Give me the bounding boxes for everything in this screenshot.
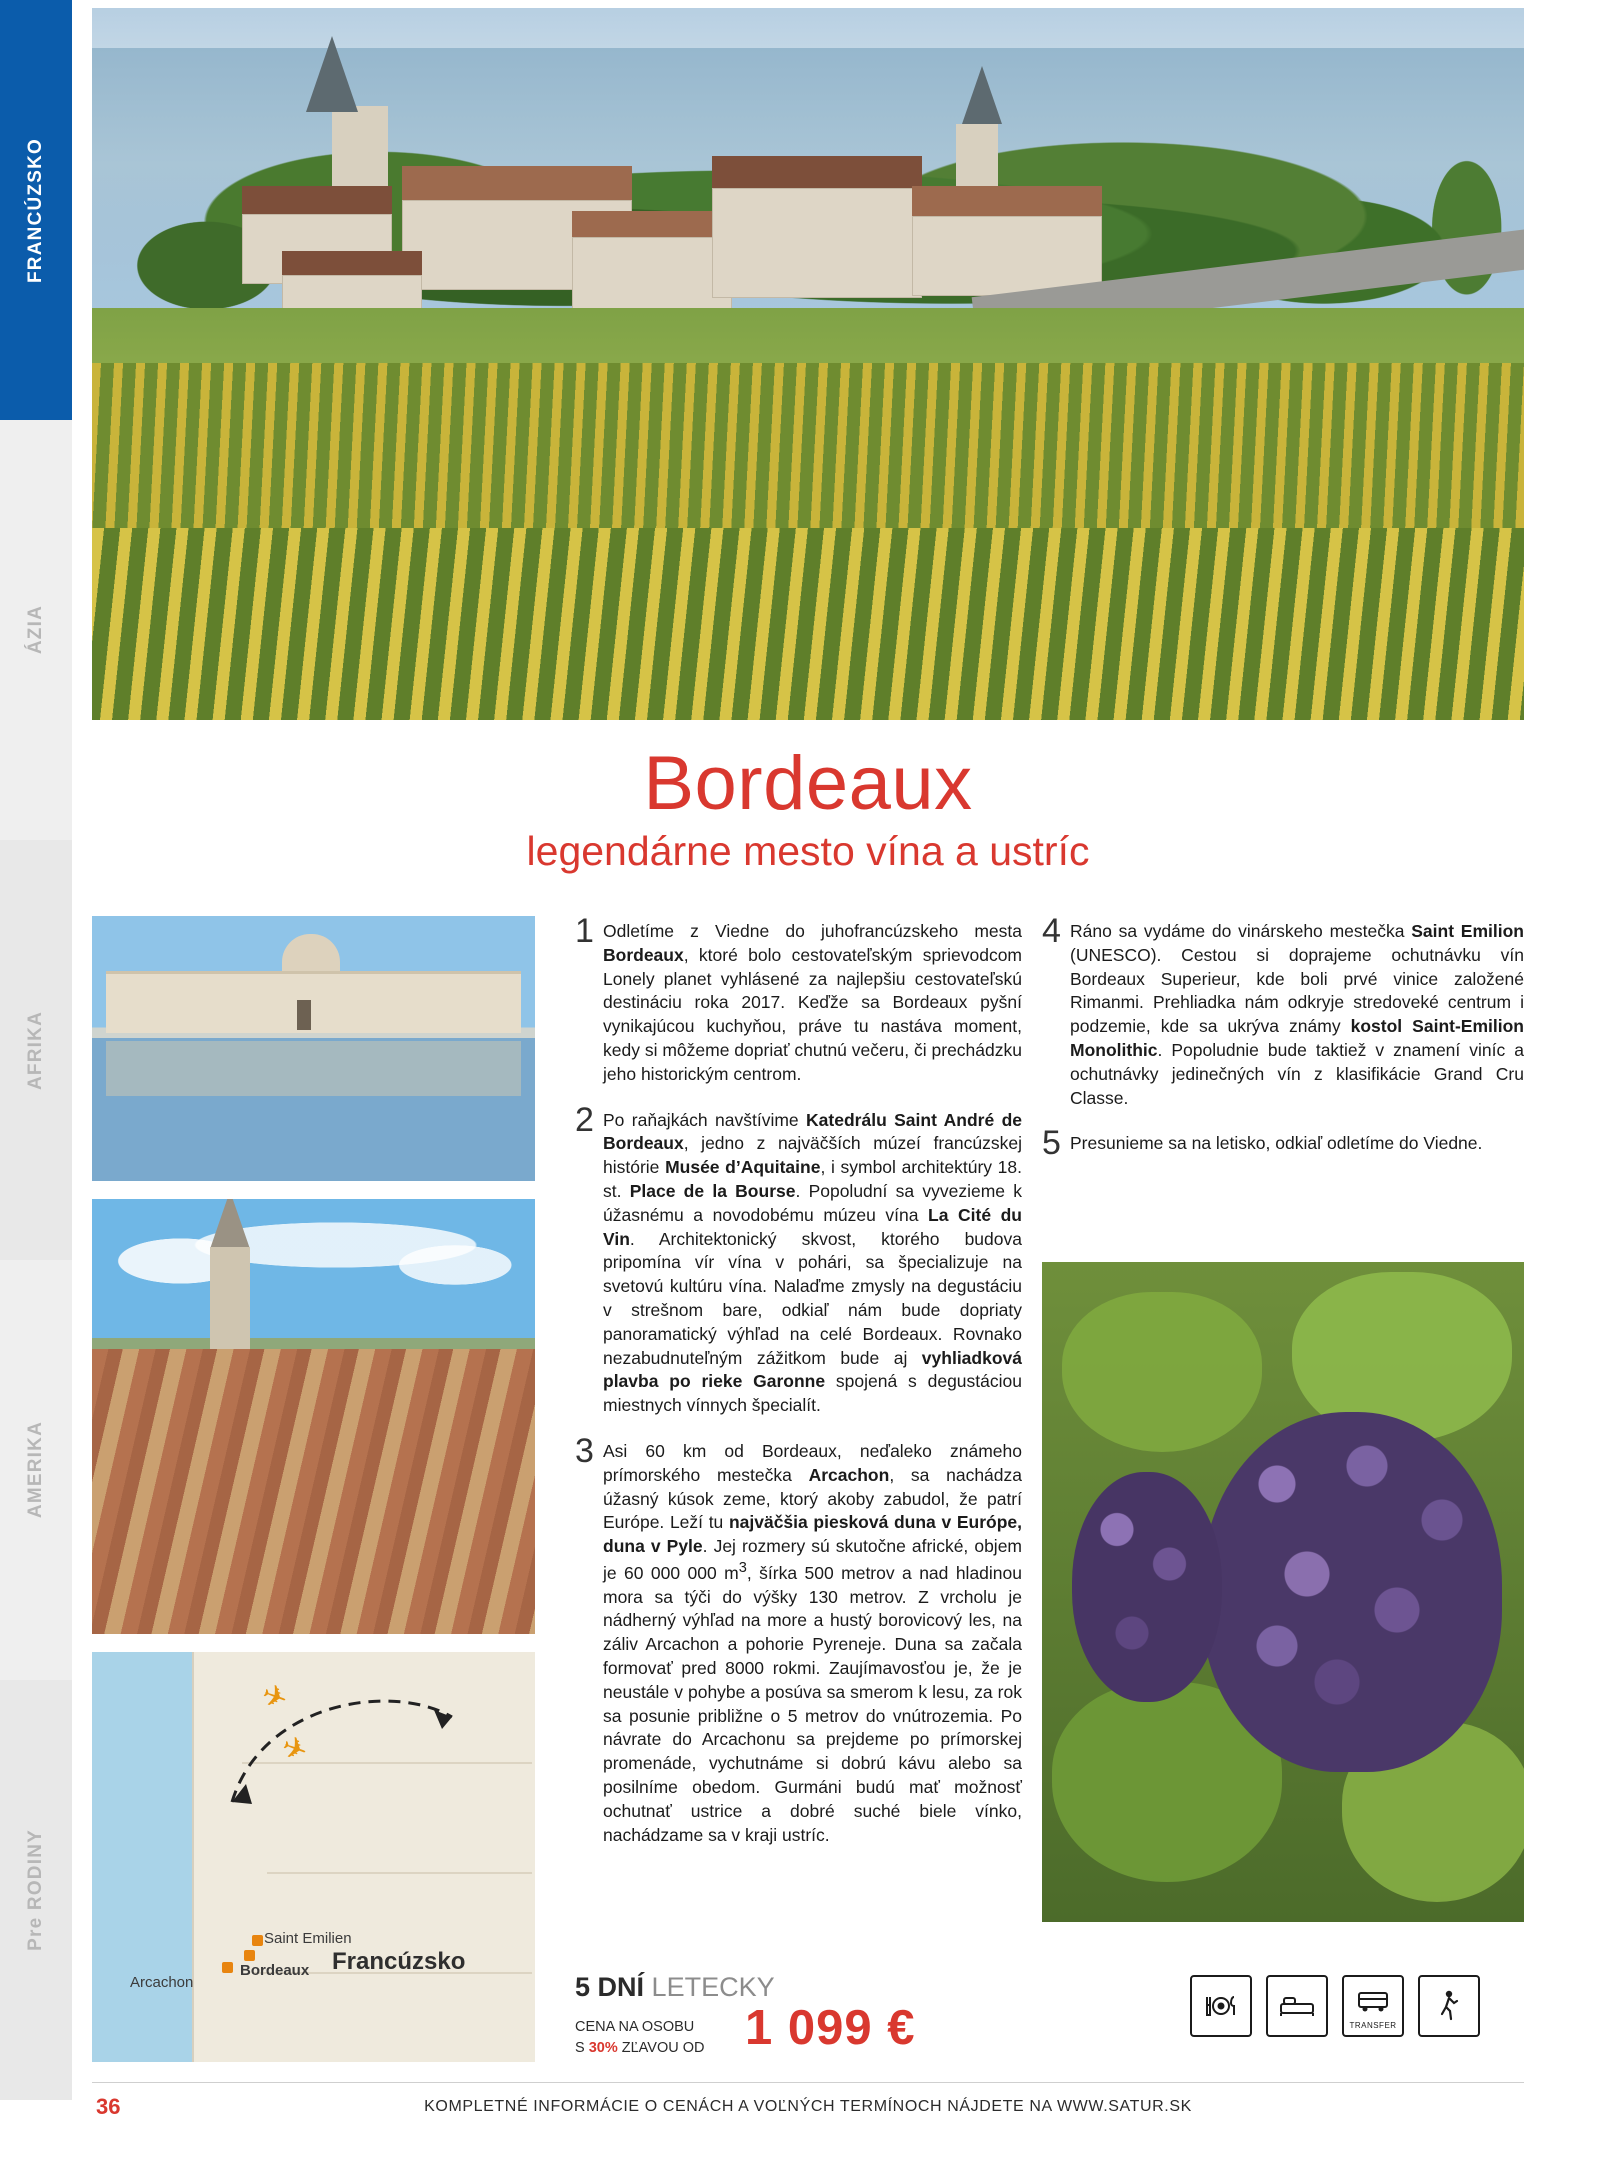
bus-icon-svg — [1356, 1991, 1390, 2013]
map-label-saint-emilien: Saint Emilien — [264, 1930, 352, 1947]
sidebar — [0, 0, 72, 2100]
day-number: 2 — [575, 1100, 594, 1139]
duration-mode: LETECKY — [651, 1972, 775, 2002]
photo-saint-emilion-town — [92, 1199, 535, 1634]
photo-church-spire — [210, 1199, 250, 1249]
sidebar-item-label: ÁZIA — [25, 605, 46, 655]
sidebar-item-francuzsko[interactable] — [0, 0, 72, 420]
hero-vineyard-rows-foreground — [92, 528, 1524, 720]
bed-icon — [1266, 1975, 1328, 2037]
meal-icon — [1190, 1975, 1252, 2037]
sidebar-item-label: Pre RODINY — [25, 1829, 46, 1951]
map-pin-bordeaux — [244, 1950, 255, 1961]
footer-note: KOMPLETNÉ INFORMÁCIE O CENÁCH A VOĽNÝCH TERMÍNOCH NÁJDETE NA WWW.SATUR.SK — [424, 2098, 1192, 2115]
photo-place-de-la-bourse — [92, 916, 535, 1181]
sidebar-item-afrika[interactable] — [0, 840, 72, 1260]
itinerary-day-2 — [575, 1100, 1022, 1418]
page-title: Bordeaux — [643, 741, 973, 826]
day-number: 3 — [575, 1431, 594, 1470]
itinerary-column-right — [1042, 912, 1524, 1178]
photo-grapes — [1042, 1262, 1524, 1922]
plane-icon: ✈ — [257, 1677, 293, 1718]
meal-icon-svg — [1204, 1993, 1238, 2019]
price-caption-line1: CENA NA OSOBU — [575, 2019, 695, 2035]
day-text: Po raňajkách navštívime Katedrálu Saint André de Bordeaux, jedno z najväčších múzeí francúzskej histórie Musée d’Aquitaine, i symbol architektúry 18. st. Place de la Bourse. Popoludní sa vyvezieme k úžasnému a novodobému múzeu vína La Cité du Vin. Architektonický skvost, ktorého budova pripomína vír vína v pohári, sa špecializuje na svetovú kultúru vína. Nalaďme zmysly na degustáciu v strešnom bare, odkiaľ nám bude dopriaty panoramatický výhľad na celé Bordeaux. Rovnako nezabudnuteľným zážitkom bude aj vyhliadková plavba po rieke Garonne spojená s degustáciou miestnych vínnych špecialít. — [603, 1109, 1022, 1416]
itinerary-day-4 — [1042, 912, 1524, 1110]
sidebar-item-azia[interactable] — [0, 420, 72, 840]
photo-water-reflection — [106, 1041, 521, 1096]
sidebar-item-amerika[interactable] — [0, 1260, 72, 1680]
page-number: 36 — [96, 2094, 121, 2119]
footer-divider — [92, 2082, 1524, 2083]
duration-days: 5 DNÍ — [575, 1972, 645, 2002]
map-label-bordeaux: Bordeaux — [240, 1962, 310, 1979]
day-text: Ráno sa vydáme do vinárskeho mestečka Saint Emilion (UNESCO). Cestou si doprajeme ochutnávku vín Bordeaux Superieur, kde boli prvé vinice založené Rimanmi. Prehliadka nám odkryje stredoveké centrum i podzemie, kde sa ukrýva známy kostol Saint-Emilion Monolithic. Popoludnie bude taktiež v znamení viníc a ochutnávky jedinečných vín z klasifikácie Grand Cru Classe. — [1070, 921, 1524, 1108]
sidebar-item-label: AFRIKA — [25, 1010, 46, 1090]
itinerary-column-middle — [575, 912, 1023, 1869]
itinerary-day-5 — [1042, 1124, 1524, 1163]
price-discount-value: 30% — [588, 2040, 618, 2057]
photo-facade — [106, 971, 521, 1033]
bed-icon-svg — [1279, 1994, 1315, 2018]
map-france — [92, 1652, 535, 2062]
photo-statue — [297, 1000, 311, 1030]
bus-icon — [1342, 1975, 1404, 2037]
sidebar-item-pre-rodiny[interactable] — [0, 1680, 72, 2100]
bus-icon-caption: TRANSFER — [1349, 2021, 1397, 2030]
map-pin-arcachon — [222, 1962, 233, 1973]
map-label-country: Francúzsko — [332, 1948, 466, 1975]
day-text: Odletíme z Viedne do juhofrancúzskeho mesta Bordeaux, ktoré bolo cestovateľským sprievodcom Lonely planet vyhlásené za najlepšiu cestovateľskú destináciu roka 2017. Keďže sa Bordeaux pyšní vynikajúcou kuchyňou, práve tu nastáva moment, kedy si môžeme dopriať chutnú večeru, či prechádzku jeho historickým centrom. — [603, 921, 1022, 1084]
plane-icon: ✈ — [277, 1729, 313, 1770]
price-caption — [575, 2017, 704, 2059]
sidebar-item-label: FRANCÚZSKO — [25, 137, 46, 283]
price-discount-pre: S — [575, 2040, 589, 2057]
day-number: 1 — [575, 912, 594, 950]
day-text: Asi 60 km od Bordeaux, neďaleko známeho prímorského mestečka Arcachon, sa nachádza úžasný kúsok zeme, ktorý akoby zabudol, že patrí Európe. Leží tu najväčšia piesková duna v Európe, duna v Pyle. Jej rozmery sú skutočne africké, objem je 60 000 000 $m^3$, šírka 500 metrov a nad hladinou mora sa týči do výšky 130 metrov. Z vrcholu je nádherný výhľad na more a hustý borovicový les, na záliv Arcachon a pohorie Pyreneje. Duna sa začala formovať pred 8000 rokmi. Zaujímavosťou je, že je neustále v pohybe a posúva sa smerom k lesu, za rok sa posunie približne o 5 metrov do vnútrozemia. Po návrate do Arcachonu sa prejdeme po prímorskej promenáde, vychutnáme si dobrú kávu alebo sa posilníme obedom. Gurmáni budú mať možnosť ochutnať ustrice a dobré suché biele vínko, nachádzame sa v kraji ustríc. — [603, 1440, 1023, 1845]
walking-icon — [1418, 1975, 1480, 2037]
walking-icon-svg — [1438, 1989, 1460, 2023]
page-subtitle: legendárne mesto vína a ustríc — [526, 828, 1090, 874]
photo-bell-tower — [210, 1247, 250, 1357]
map-label-arcachon: Arcachon — [130, 1974, 194, 1991]
photo-clouds — [92, 1213, 535, 1293]
amenity-icons — [1190, 1975, 1480, 2037]
day-number: 4 — [1042, 912, 1061, 950]
price-caption-line2 — [575, 2038, 704, 2059]
itinerary-day-3 — [575, 1431, 1023, 1847]
photo-dome — [282, 934, 340, 974]
sidebar-item-label: AMERIKA — [25, 1421, 46, 1519]
price-discount-post: ZĽAVOU OD — [617, 2040, 705, 2057]
day-text: Presunieme sa na letisko, odkiaľ odletíme do Viedne. — [1070, 1133, 1483, 1154]
map-pin-saint-emilien — [252, 1935, 263, 1946]
day-number: 5 — [1042, 1124, 1061, 1163]
flight-arrow-icon — [202, 1672, 522, 1832]
price-amount: 1 099 € — [745, 2001, 916, 2055]
duration-label — [575, 1972, 775, 2003]
itinerary-day-1 — [575, 912, 1022, 1087]
hero-photo-saint-emilion-vineyards — [92, 8, 1524, 720]
photo-rooftops — [92, 1349, 535, 1634]
